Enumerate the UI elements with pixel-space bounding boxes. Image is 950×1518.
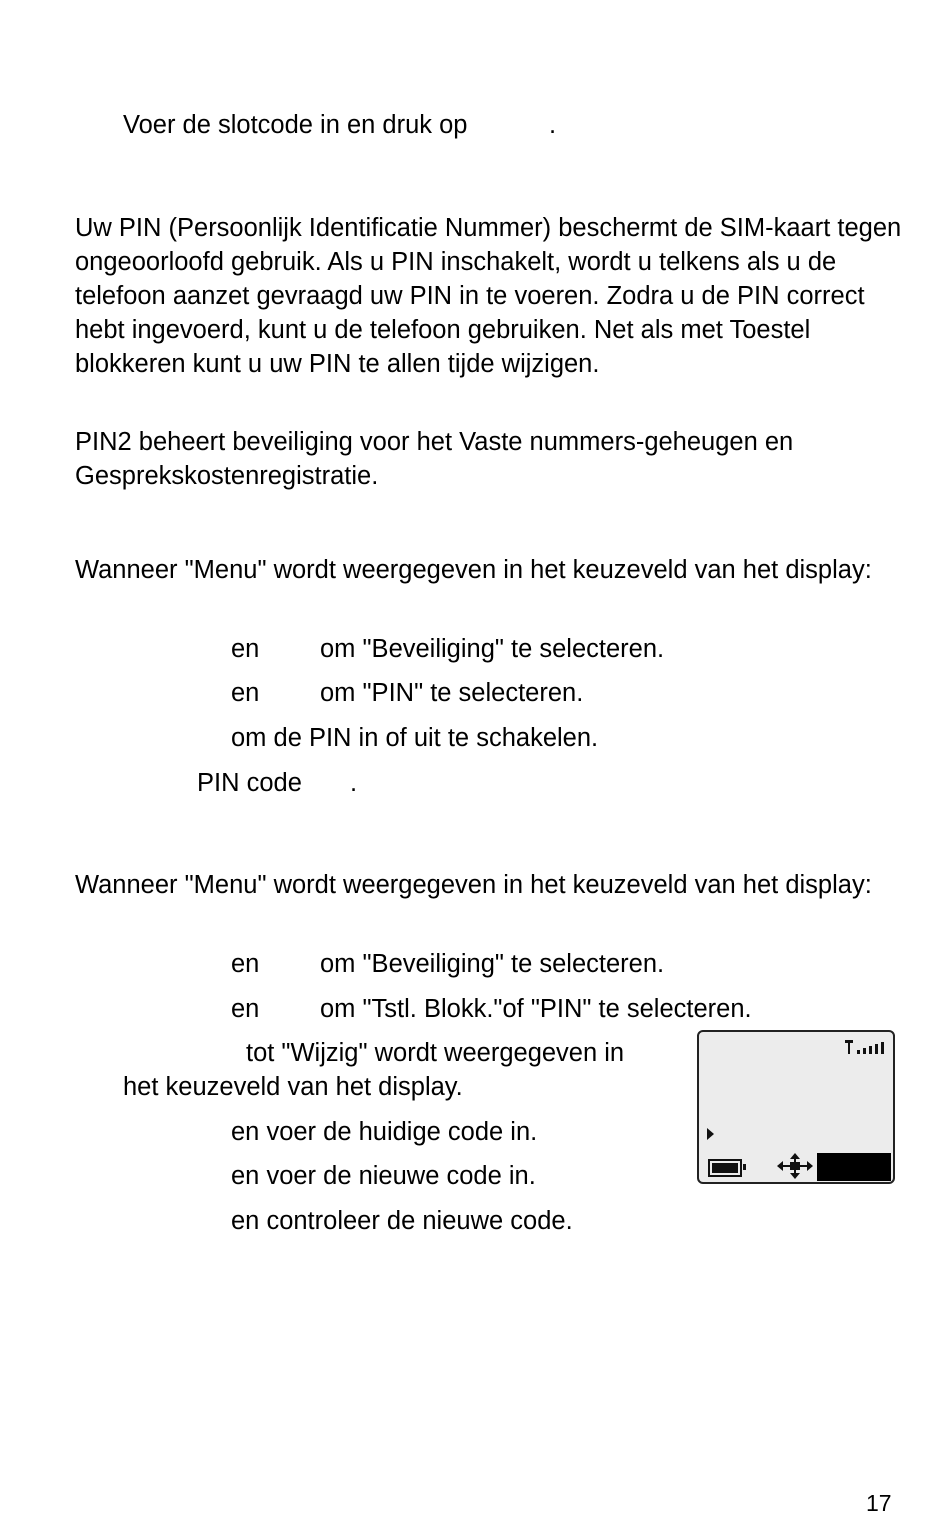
- unlock-instruction-text: Voer de slotcode in en druk op: [123, 111, 468, 139]
- selection-cursor-icon: [707, 1128, 714, 1140]
- enable-pin-intro: Wanneer "Menu" wordt weergegeven in het keuzeveld van het display:: [75, 556, 872, 584]
- change-step3-line2: het keuzeveld van het display.: [123, 1073, 463, 1101]
- unlock-instruction: [123, 108, 468, 142]
- signal-bar: [875, 1044, 878, 1054]
- unlock-period: .: [549, 111, 557, 139]
- pin2-paragraph: PIN2 beheert beveiliging voor het Vaste nummers-geheugen en Gesprekskostenregistratie.: [75, 428, 794, 490]
- change-step1-en: en: [231, 950, 260, 978]
- change-step4-text: en voer de huidige code in.: [231, 1118, 538, 1146]
- battery-icon: [708, 1159, 742, 1177]
- enable-step4-period: .: [350, 769, 358, 797]
- signal-bar: [881, 1042, 884, 1054]
- enable-step4-text: PIN code: [197, 769, 302, 797]
- signal-bar: [869, 1046, 872, 1054]
- change-code-intro: Wanneer "Menu" wordt weergegeven in het keuzeveld van het display:: [75, 871, 872, 899]
- softkey-label-block: [817, 1153, 891, 1181]
- signal-strength-icon: [845, 1040, 887, 1056]
- change-step2-text: om "Tstl. Blokk."of "PIN" te selecteren.: [320, 995, 752, 1023]
- enable-step1-en: en: [231, 635, 260, 663]
- page-number: 17: [866, 1490, 892, 1516]
- enable-step1-text: om "Beveiliging" te selecteren.: [320, 635, 665, 663]
- phone-display-illustration: [697, 1030, 895, 1184]
- signal-bar: [863, 1048, 866, 1054]
- enable-step2-en: en: [231, 679, 260, 707]
- signal-bar: [857, 1050, 860, 1054]
- change-step2-en: en: [231, 995, 260, 1023]
- four-way-nav-icon: [777, 1153, 813, 1179]
- enable-step2-text: om "PIN" te selecteren.: [320, 679, 584, 707]
- change-step3-line1: tot "Wijzig" wordt weergegeven in: [246, 1039, 625, 1067]
- change-step1-text: om "Beveiliging" te selecteren.: [320, 950, 665, 978]
- enable-step3-text: om de PIN in of uit te schakelen.: [231, 724, 599, 752]
- pin-intro-paragraph: Uw PIN (Persoonlijk Identificatie Nummer) beschermt de SIM-kaart tegen ongeoorloofd gebruik. Als u PIN inschakelt, wordt u telkens als u de telefoon aanzet gevraagd uw PIN in te voeren. Zodra u de PIN correct hebt ingevoerd, kunt u de telefoon gebruiken. Net als met Toestel blokkeren kunt u uw PIN te allen tijde wijzigen.: [75, 214, 902, 378]
- change-step6-text: en controleer de nieuwe code.: [231, 1207, 573, 1235]
- change-step5-text: en voer de nieuwe code in.: [231, 1162, 536, 1190]
